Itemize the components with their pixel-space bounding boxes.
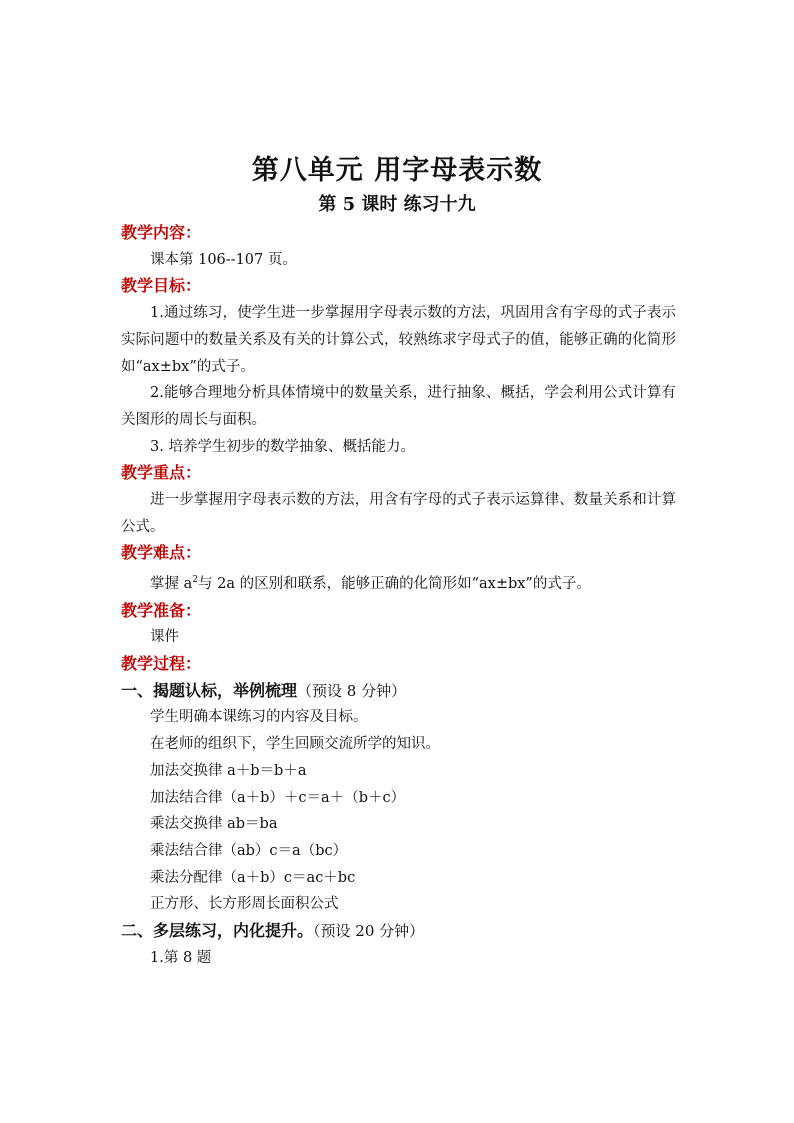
content-text: 课本第 106--107 页。 [150,251,297,268]
formula-line: 加法交换律 a＋b＝b＋a [150,762,307,779]
difficulties-text-end: 与 2a 的区别和联系，能够正确的化简形如“ax±bx”的式子。 [198,575,591,592]
key-points-text: 进一步掌握用字母表示数的方法，用含有字母的式子表示运算律、数量关系和计算公式。 [121,492,676,535]
process-heading: 教学过程： [121,654,202,674]
goal-item: 2.能够合理地分析具体情境中的数量关系，进行抽象、概括，学会利用公式计算有关图形的周长与面积。 [121,385,676,428]
goals-heading: 教学目标： [121,276,202,296]
difficulties-text-start: 掌握 a [150,575,193,592]
document-title: 第八单元 用字母表示数 [251,155,543,186]
goal-item: 1.通过练习，使学生进一步掌握用字母表示数的方法，巩固用含有字母的式子表示实际问题中的数量关系及有关的计算公式，较熟练求字母式子的值，能够正确的化简形如“ax±bx”的式子。 [121,305,676,375]
superscript-two: 2 [192,575,198,586]
content-heading: 教学内容： [121,223,202,242]
stage-one-time: （预设 8 分钟） [297,681,407,700]
lesson-subtitle: 第 5 课时 练习十九 [318,194,476,215]
process-line: 正方形、长方形周长面积公式 [150,896,339,913]
key-points-heading: 教学重点： [121,463,202,483]
stage-two-title: 二、多层练习，内化提升。 [121,921,314,941]
process-line: 在老师的组织下，学生回顾交流所学的知识。 [150,736,440,753]
stage-one-title: 一、揭题认标，举例梳理 [121,680,298,700]
preparation-text: 课件 [150,629,179,646]
preparation-heading: 教学准备： [121,600,202,620]
formula-line: 乘法结合律（ab）c＝a（bc） [150,843,348,859]
stage-two-heading [121,918,676,945]
exercise-line: 1.第 8 题 [150,949,212,966]
difficulties-heading: 教学难点： [121,543,202,563]
formula-line: 乘法交换律 ab＝ba [150,816,278,833]
stage-one-heading [121,678,676,705]
stage-two-time: （预设 20 分钟） [313,922,425,941]
process-line: 学生明确本课练习的内容及目标。 [150,709,368,726]
goal-item: 3. 培养学生初步的数学抽象、概括能力。 [150,438,415,455]
lesson-body [121,220,676,972]
formula-line: 加法结合律（a＋b）＋c＝a＋（b＋c） [150,789,406,806]
difficulties-text [121,567,676,598]
formula-line: 乘法分配律（a＋b）c＝ac＋bc [150,869,356,886]
